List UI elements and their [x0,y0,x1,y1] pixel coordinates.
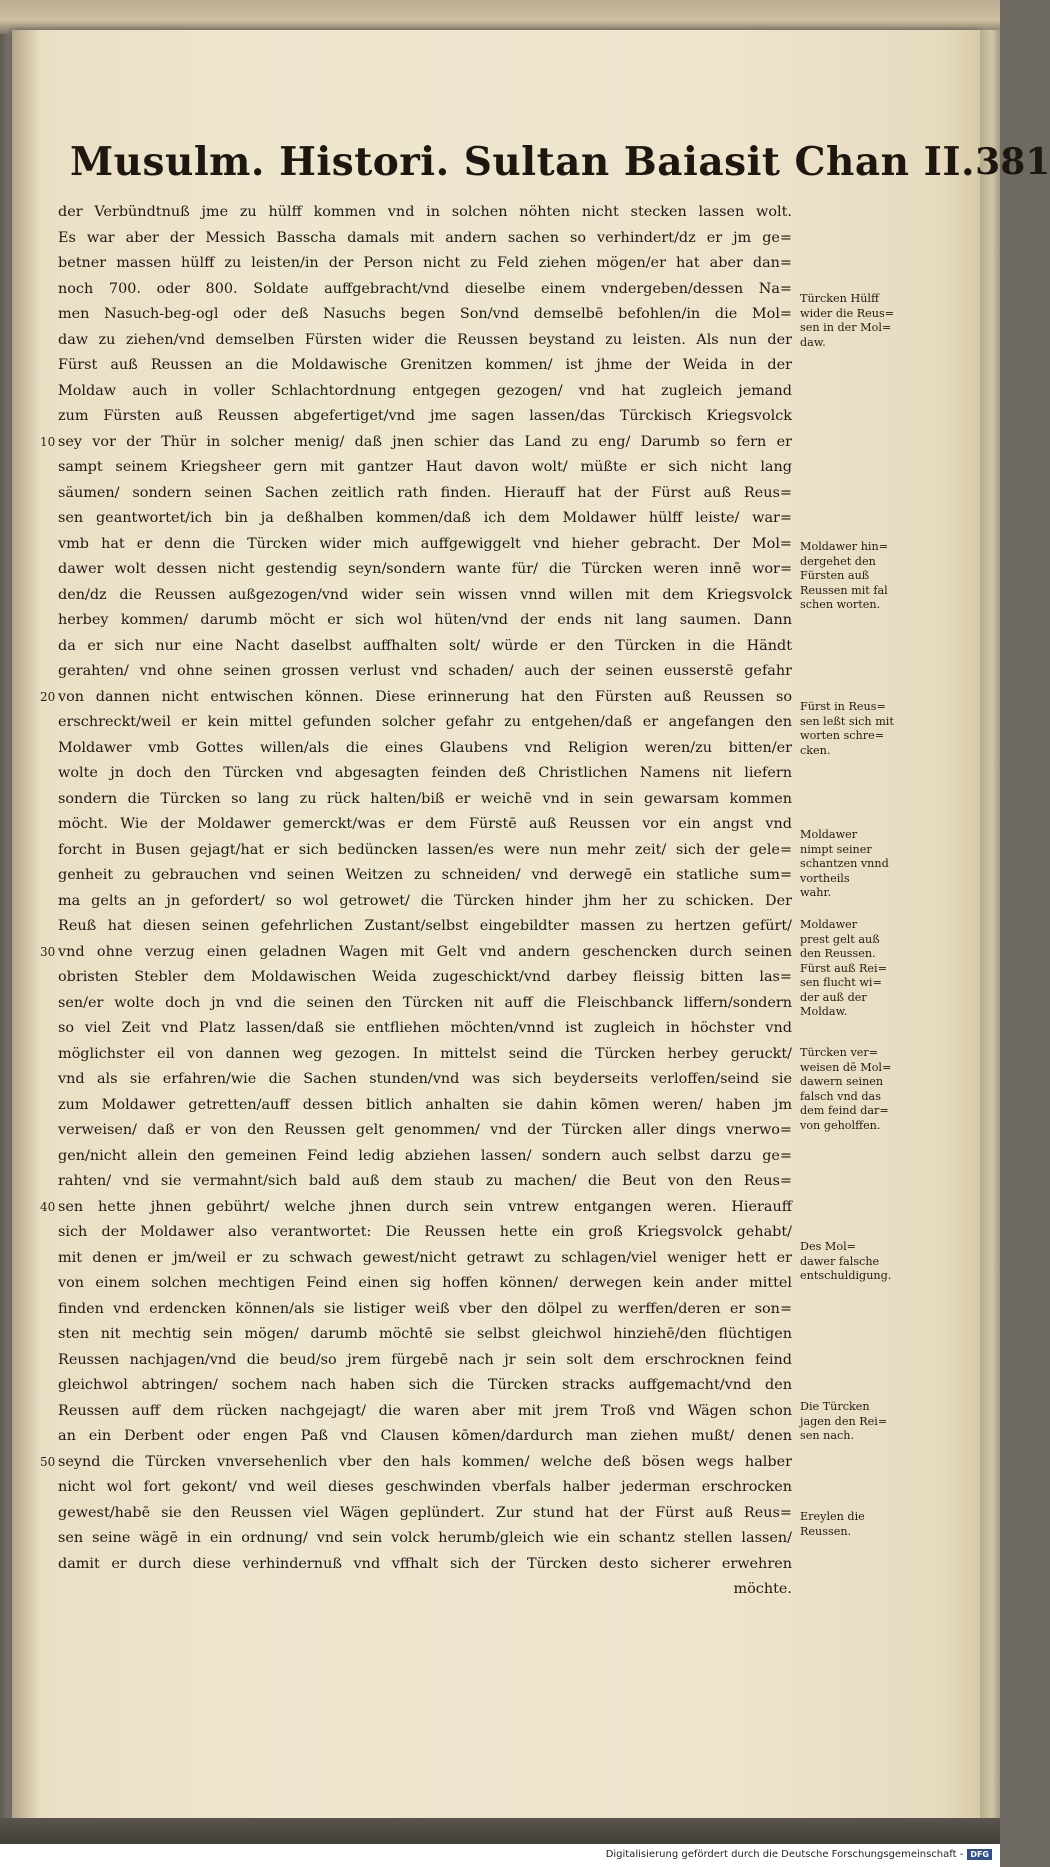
page-top-edge [0,0,1000,34]
text-line: gerahten/ vnd ohne seinen grossen verlust vnd schaden/ auch der seinen eusserstē gefahr [58,663,792,679]
text-line: Reussen auff dem rücken nachgejagt/ die waren aber mit jrem Troß vnd Wägen schon [58,1402,792,1419]
line-number: 10 [40,434,56,449]
text-line: sampt seinem Kriegsheer gern mit gantzer Haut davon wolt/ müßte er sich nicht lang [58,459,792,475]
main-text-block [58,200,792,1603]
margin-note-line: sen in der Mol= [800,321,892,334]
text-line: möchte. [733,1581,792,1597]
text-line: der Verbündtnuß jme zu hülff kommen vnd in solchen nöhten nicht stecken lassen wolt. [58,204,792,220]
text-line: möcht. Wie der Moldawer gemerckt/was er dem Fürstē auß Reussen vor ein angst vnd [58,816,792,832]
margin-note-line: dawern seinen [800,1075,884,1088]
text-line: sten nit mechtig sein mögen/ darumb möchtē sie selbst gleichwol hinziehē/den flüchtigen [58,1326,792,1342]
text-line: zum Fürsten auß Reussen abgefertiget/vnd jme sagen lassen/das Türckisch Kriegsvolck [58,408,792,424]
margin-note-line: daw. [800,335,826,349]
margin-note-line: jagen den Rei= [800,1414,888,1428]
text-line: herbey kommen/ darumb möcht er sich wol hüten/vnd der ends nit lang saumen. Dann [58,612,792,628]
margin-note-line: dergehet den [800,554,876,568]
margin-note-line: entschuldigung. [800,1269,892,1282]
text-line: sen/er wolte doch jn vnd die seinen den Türcken nit auff die Fleischbanck liffern/sondern [58,994,792,1011]
text-line: gewest/habē sie den Reussen viel Wägen geplündert. Zur stund hat der Fürst auß Reus= [58,1504,792,1521]
digitization-credit [606,1849,992,1860]
text-line: vmb hat er denn die Türcken wider mich auffgewiggelt vnd hieher gebracht. Der Mol= [58,535,792,552]
text-line: sey vor der Thür in solcher menig/ daß jnen schier das Land zu eng/ Darumb so fern er [58,433,792,450]
margin-note [800,1400,910,1444]
text-line: damit er durch diese verhindernuß vnd vffhalt sich der Türcken desto sicherer erwehren [58,1555,792,1572]
text-line: Reuß hat diesen seinen gefehrlichen Zustant/selbst eingebildter massen zu hertzen gefürt/ [58,918,792,934]
margin-note-line: Die Türcken [800,1400,870,1413]
text-line: men Nasuch-beg-ogl oder deß Nasuchs begen Son/vnd demselbē befohlen/in die Mol= [58,306,792,322]
text-line: sen geantwortet/ich bin ja deßhalben kommen/daß ich dem Moldawer hülff leiste/ war= [58,510,792,526]
text-line: säumen/ sondern seinen Sachen zeitlich rath finden. Hierauff hat der Fürst auß Reus= [58,484,792,501]
credit-text: Digitalisierung gefördert durch die Deutsche Forschungsgemeinschaft - [605,1849,964,1860]
page-number: 381 [975,141,1050,183]
margin-note-line: Moldawer [800,828,858,841]
margin-note-line: Fürst auß Rei= [800,961,888,975]
margin-note-line: schen worten. [800,598,881,611]
text-line: möglichster eil von dannen weg gezogen. In mittelst seind die Türcken herbey geruckt/ [58,1045,792,1062]
text-line: finden vnd erdencken können/als sie listiger weiß vber den dölpel zu werffen/deren er son= [58,1300,792,1317]
text-line: vnd als sie erfahren/wie die Sachen stunden/vnd was sich beyderseits verloffen/seind sie [58,1071,792,1087]
margin-note-line: von geholffen. [800,1118,881,1132]
margin-note-line: dawer falsche [800,1254,880,1268]
margin-note [800,292,910,350]
text-line: rahten/ vnd sie vermahnt/sich bald auß dem staub zu machen/ die Beut von den Reus= [58,1173,792,1189]
text-line: Reussen nachjagen/vnd die beud/so jrem fürgebē nach jr sein solt dem erschrocknen feind [58,1351,792,1368]
text-line: da er sich nur eine Nacht daselbst auffhalten solt/ würde er den Türcken in die Händt [58,637,792,654]
text-line: noch 700. oder 800. Soldate auffgebracht/vnd dieselbe einem vndergeben/dessen Na= [58,280,792,297]
margin-note-line: Türcken Hülff [800,292,879,305]
margin-note-line: vortheils [800,871,850,885]
text-line: obristen Stebler dem Moldawischen Weida zugeschickt/vnd darbey fleissig bitten las= [58,969,792,985]
gutter-shadow [12,30,40,1820]
text-line: verweisen/ daß er von den Reussen gelt genommen/ vnd der Türcken aller dings vnerwo= [58,1122,792,1138]
text-line: vnd ohne verzug einen geladnen Wagen mit Gelt vnd andern geschencken durch seinen [58,943,792,960]
text-line: betner massen hülff zu leisten/in der Person nicht zu Feld ziehen mögen/er hat aber dan= [58,255,792,271]
text-line: erschreckt/weil er kein mittel gefunden solcher gefahr zu entgehen/daß er angefangen den [58,714,792,730]
text-line: daw zu ziehen/vnd demselben Fürsten wider die Reussen beystand zu leisten. Als nun der [58,331,792,348]
margin-note-line: sen nach. [800,1429,855,1442]
running-title: Musulm. Histori. Sultan Baiasit Chan II. [70,139,976,185]
line-number: 40 [40,1199,56,1214]
text-line: Moldaw auch in voller Schlachtordnung entgegen gezogen/ vnd hat zugleich jemand [58,382,792,399]
margin-note-line: Moldaw. [800,1005,848,1018]
text-line: ma gelts an jn gefordert/ so wol getrowet/ die Türcken hinder jhm her zu schicken. Der [58,892,792,909]
margin-note-line: der auß der [800,990,867,1004]
text-line: mit denen er jm/weil er zu schwach gewest/nicht getrawt zu schlagen/viel weniger hett er [58,1249,792,1266]
margin-note-line: Reussen. [800,1524,852,1538]
margin-note-line: sen leßt sich mit [800,714,894,728]
margin-note [800,828,910,901]
text-line: an ein Derbent oder engen Paß vnd Clausen kōmen/dardurch man ziehen mußt/ denen [58,1428,792,1444]
text-line: genheit zu gebrauchen vnd seinen Weitzen zu schneiden/ vnd derwegē ein statliche sum= [58,867,792,883]
margin-note-line: den Reussen. [800,947,876,960]
dfg-logo: DFG [967,1849,992,1860]
margin-note-line: wahr. [800,886,832,899]
text-line: von dannen nicht entwischen können. Diese erinnerung hat den Fürsten auß Reussen so [58,688,792,705]
line-number: 50 [40,1454,56,1469]
text-line: seynd die Türcken vnversehenlich vber den hals kommen/ welche deß bösen wegs halber [58,1453,792,1470]
text-line: sondern die Türcken so lang zu rück halten/biß er weichē vnd in sein gewarsam kommen [58,790,792,807]
margin-note-line: Fürst in Reus= [800,700,886,713]
margin-note-line: falsch vnd das [800,1089,881,1103]
text-line: den/dz die Reussen außgezogen/vnd wider sein wissen vnnd willen mit dem Kriegsvolck [58,586,792,603]
text-line: Fürst auß Reussen an die Moldawische Grenitzen kommen/ ist jhme der Weida in der [58,357,792,373]
text-line: sen hette jhnen gebührt/ welche jhnen durch sein vntrew entgangen weren. Hierauff [58,1198,792,1215]
text-line: nicht wol fort gekont/ vnd weil dieses geschwinden vberfals halber jederman erschrocken [58,1479,792,1495]
text-line: sen seine wägē in ein ordnung/ vnd sein volck herumb/gleich wie ein schantz stellen lassen/ [58,1530,792,1546]
text-line: von einem solchen mechtigen Feind einen sig hoffen können/ derwegen kein ander mittel [58,1275,792,1291]
text-line: Moldawer vmb Gottes willen/als die eines Glaubens vnd Religion weren/zu bitten/er [58,739,792,756]
text-line: forcht in Busen gejagt/hat er sich bedüncken lassen/es were nun mehr zeit/ sich der gele= [58,841,792,858]
margin-note-line: Des Mol= [800,1240,857,1253]
margin-note-line: sen flucht wi= [800,976,882,989]
margin-note [800,1046,910,1133]
text-line: gleichwol abtringen/ sochem nach haben sich die Türcken stracks auffgemacht/vnd den [58,1377,792,1393]
margin-note-line: Ereylen die [800,1510,865,1523]
margin-note-line: weisen dē Mol= [800,1060,892,1074]
margin-note-line: Reussen mit fal [800,583,888,597]
margin-note [800,1510,910,1539]
margin-note-line: Moldawer [800,918,858,931]
margin-note-line: prest gelt auß [800,932,880,946]
text-line: dawer wolt dessen nicht gestendig seyn/sondern wante für/ die Türcken weren innē wor= [58,561,792,577]
margin-note-line: cken. [800,743,831,757]
margin-note-line: schantzen vnnd [800,857,889,870]
text-line: sich der Moldawer also verantwortet: Die Reussen hette ein groß Kriegsvolck gehabt/ [58,1224,792,1240]
running-header [70,132,1050,192]
margin-note [800,918,910,1020]
margin-note-line: Fürsten auß [800,569,870,582]
text-line: gen/nicht allein den gemeinen Feind ledig abziehen lassen/ sondern auch selbst darzu ge= [58,1147,792,1164]
text-line: Es war aber der Messich Basscha damals mit andern sachen so verhindert/dz er jm ge= [58,229,792,246]
margin-note-line: worten schre= [800,729,885,742]
page-fore-edge [980,30,1000,1820]
margin-note [800,1240,910,1284]
margin-note [800,540,910,613]
text-line: zum Moldawer getretten/auff dessen bitlich anhalten sie dahin kōmen weren/ haben jm [58,1096,792,1113]
margin-note [800,700,910,758]
text-line: wolte jn doch den Türcken vnd abgesagten feinden deß Christlichen Namens nit liefern [58,765,792,781]
margin-note-line: Türcken ver= [800,1046,879,1059]
margin-note-line: wider die Reus= [800,306,895,320]
margin-note-line: dem feind dar= [800,1104,889,1117]
text-line: so viel Zeit vnd Platz lassen/daß sie entfliehen möchten/vnnd ist zugleich in höchster vnd [58,1020,792,1036]
line-number: 30 [40,944,56,959]
margin-note-line: nimpt seiner [800,842,872,856]
line-number: 20 [40,689,56,704]
margin-note-line: Moldawer hin= [800,540,889,553]
